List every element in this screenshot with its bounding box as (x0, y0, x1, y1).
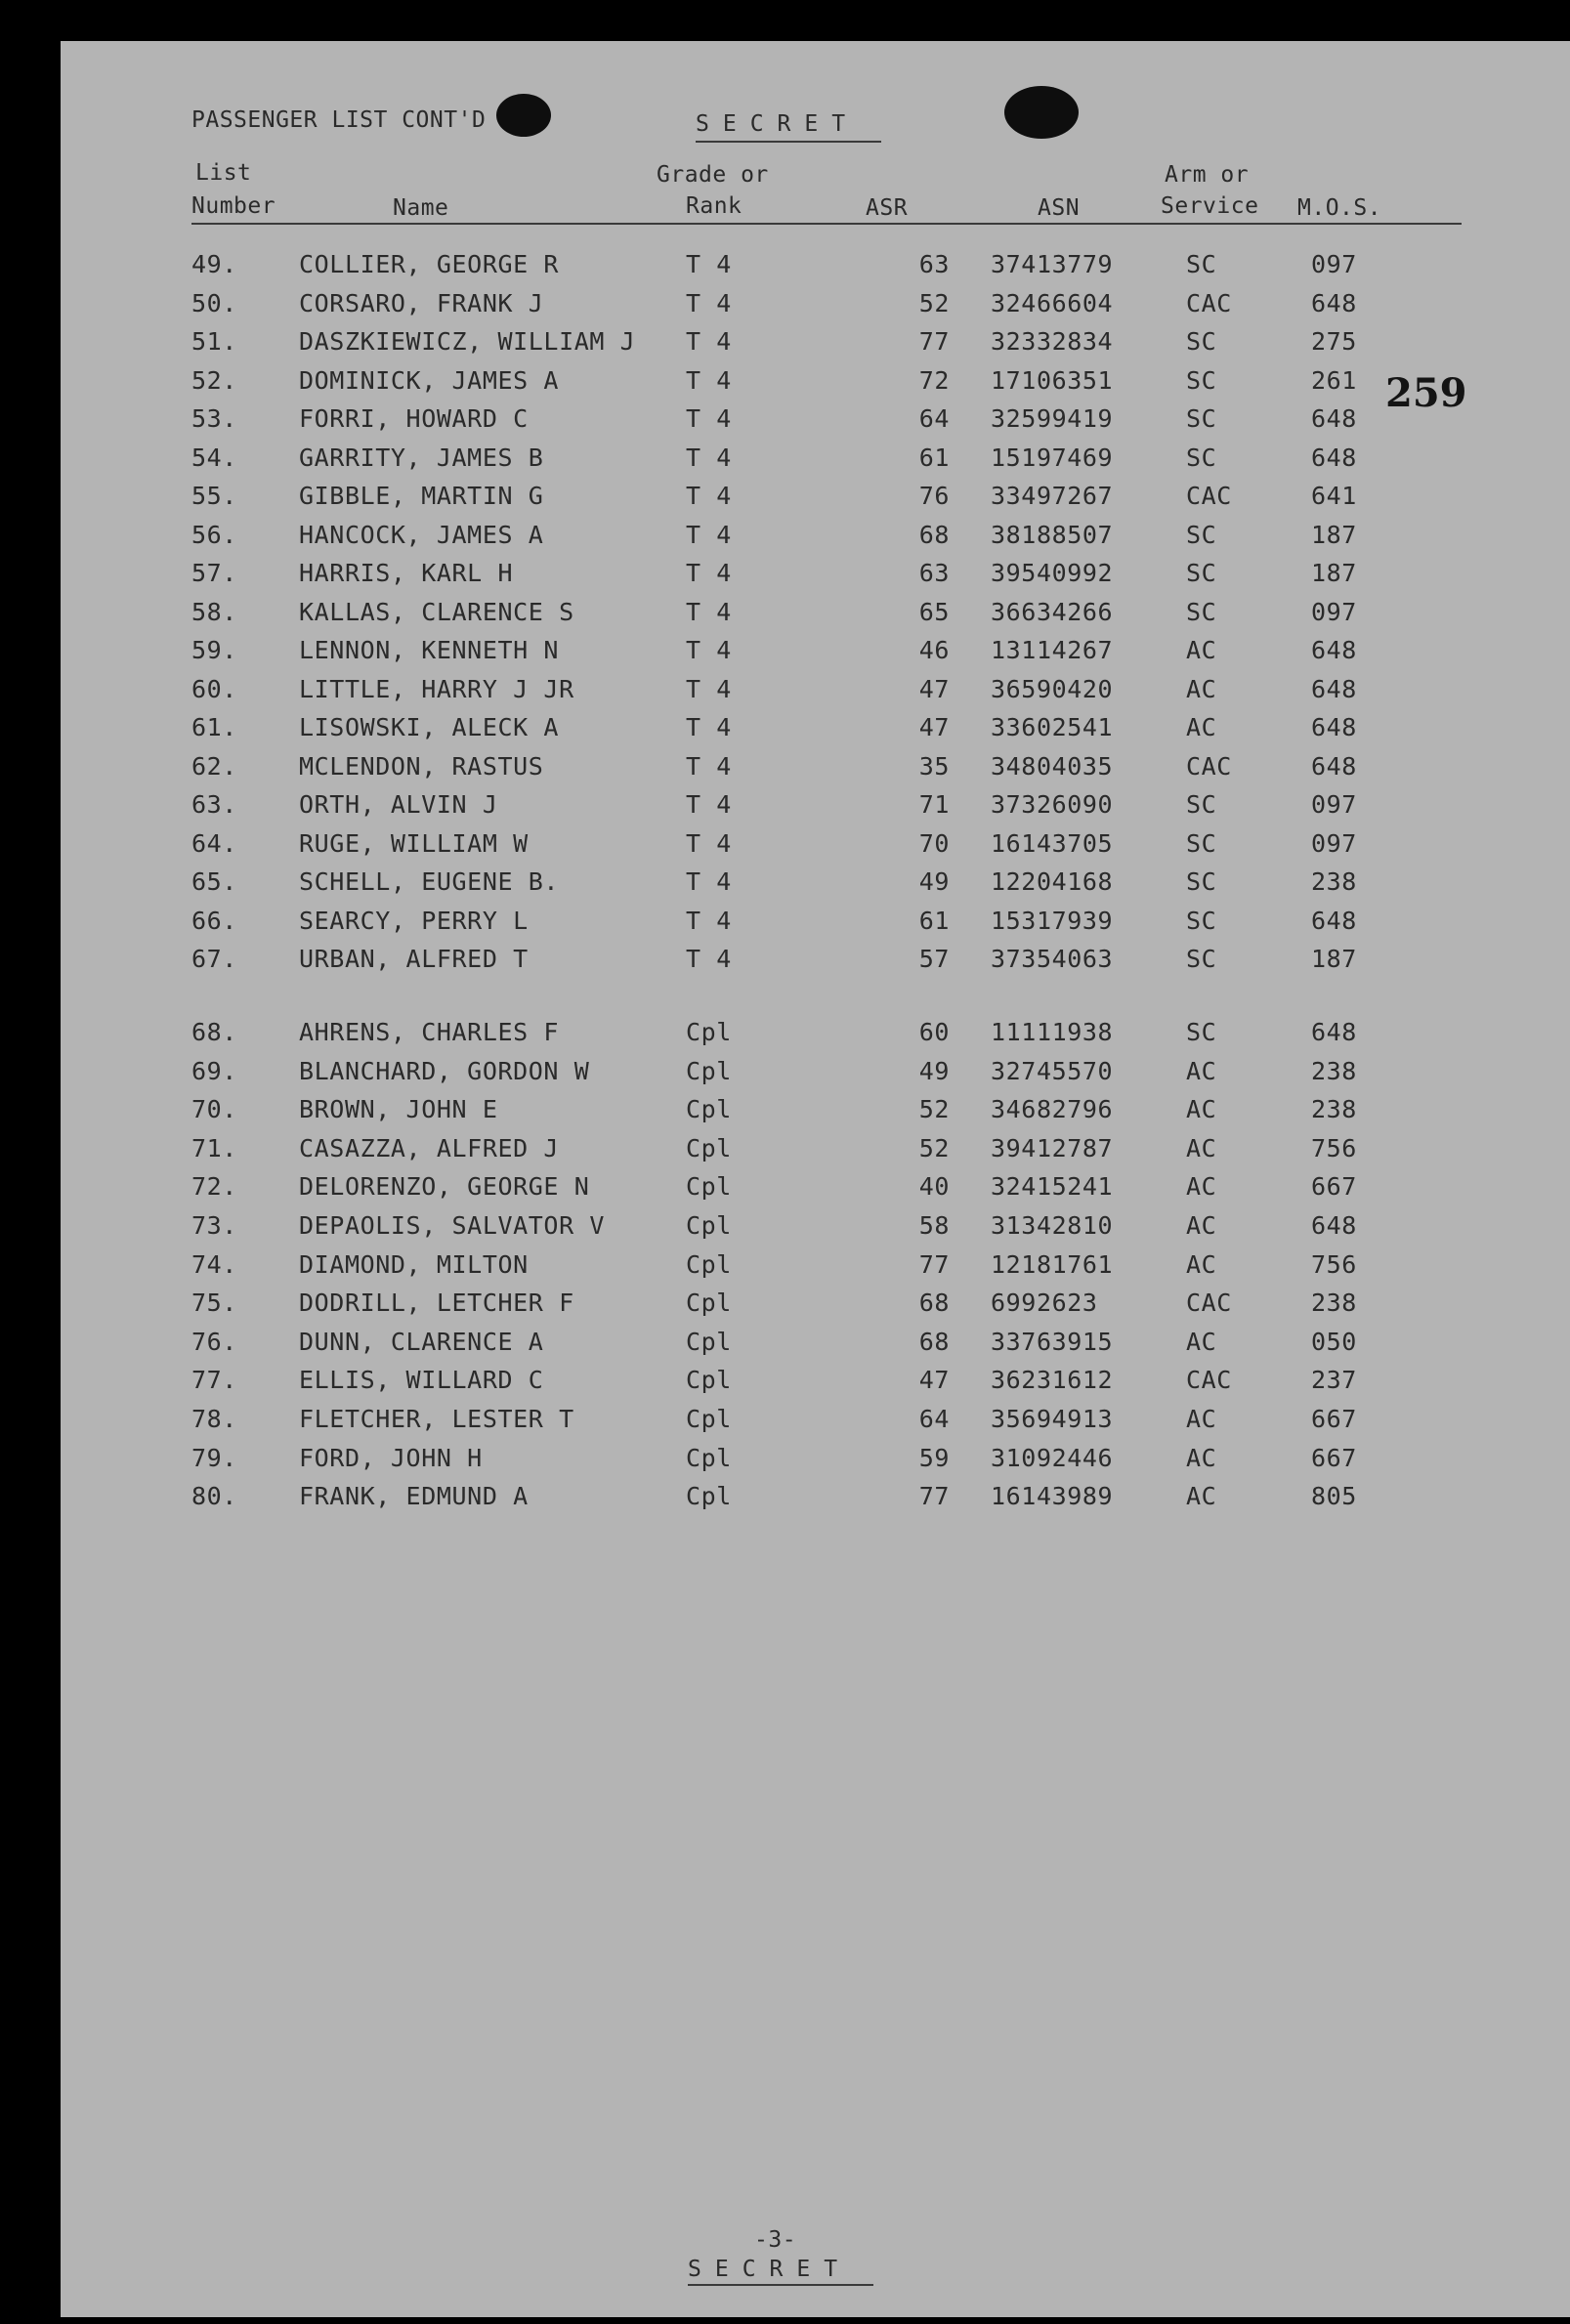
asr-score: 49 (918, 1056, 950, 1085)
arm-service: SC (1186, 404, 1217, 433)
table-row (61, 867, 1570, 907)
arm-service: SC (1186, 945, 1217, 973)
army-serial-number: 6992623 (991, 1289, 1098, 1318)
army-serial-number: 12181761 (991, 1249, 1114, 1279)
asr-score: 64 (918, 1405, 950, 1433)
army-serial-number: 37413779 (991, 250, 1114, 278)
passenger-name: DEPAOLIS, SALVATOR V (299, 1211, 606, 1240)
grade-rank: T 4 (686, 482, 732, 510)
table-row (61, 1482, 1570, 1521)
col-arm-header-bottom: Service (1161, 193, 1259, 219)
mos-code: 261 (1311, 365, 1357, 395)
mos-code: 097 (1311, 597, 1357, 626)
table-row (61, 1366, 1570, 1405)
grade-rank: Cpl (686, 1018, 732, 1046)
arm-service: SC (1186, 790, 1217, 819)
passenger-name: DODRILL, LETCHER F (299, 1289, 574, 1318)
mos-code: 648 (1311, 1211, 1357, 1240)
army-serial-number: 36634266 (991, 597, 1114, 626)
arm-service: SC (1186, 597, 1217, 626)
arm-service: CAC (1186, 751, 1232, 781)
army-serial-number: 11111938 (991, 1018, 1114, 1046)
table-row (61, 482, 1570, 521)
table-row (61, 713, 1570, 752)
list-number: 77. (191, 1366, 237, 1395)
mos-code: 648 (1311, 636, 1357, 664)
mos-code: 756 (1311, 1249, 1357, 1279)
grade-rank: T 4 (686, 713, 732, 741)
passenger-name: LENNON, KENNETH N (299, 636, 560, 664)
army-serial-number: 16143989 (991, 1482, 1114, 1511)
mos-code: 097 (1311, 250, 1357, 278)
col-name-header: Name (393, 195, 449, 221)
army-serial-number: 36231612 (991, 1366, 1114, 1395)
grade-rank: T 4 (686, 404, 732, 433)
grade-rank: Cpl (686, 1366, 732, 1395)
list-number: 56. (191, 520, 237, 549)
asr-score: 61 (918, 443, 950, 472)
army-serial-number: 32466604 (991, 288, 1114, 317)
mos-code: 641 (1311, 482, 1357, 510)
passenger-name: MCLENDON, RASTUS (299, 751, 544, 781)
grade-rank: T 4 (686, 906, 732, 935)
grade-rank: Cpl (686, 1443, 732, 1472)
army-serial-number: 17106351 (991, 365, 1114, 395)
grade-rank: T 4 (686, 288, 732, 317)
mos-code: 187 (1311, 559, 1357, 587)
table-row (61, 1057, 1570, 1096)
list-number: 65. (191, 867, 237, 896)
mos-code: 187 (1311, 520, 1357, 549)
grade-rank: Cpl (686, 1405, 732, 1433)
mos-code: 648 (1311, 288, 1357, 317)
arm-service: AC (1186, 1133, 1217, 1162)
grade-rank: T 4 (686, 828, 732, 858)
mos-code: 238 (1311, 1056, 1357, 1085)
passenger-name: ELLIS, WILLARD C (299, 1366, 544, 1395)
asr-score: 52 (918, 1133, 950, 1162)
asr-score: 58 (918, 1211, 950, 1240)
passenger-name: FRANK, EDMUND A (299, 1482, 529, 1511)
table-row (61, 521, 1570, 560)
table-row (61, 444, 1570, 483)
grade-rank: T 4 (686, 945, 732, 973)
arm-service: AC (1186, 1211, 1217, 1240)
asr-score: 77 (918, 327, 950, 356)
passenger-name: ORTH, ALVIN J (299, 790, 498, 819)
table-row (61, 289, 1570, 328)
col-grade-header-bottom: Rank (686, 193, 743, 219)
table-row (61, 1328, 1570, 1367)
col-asn-header: ASN (1038, 195, 1081, 221)
table-row (61, 945, 1570, 984)
passenger-name: DASZKIEWICZ, WILLIAM J (299, 327, 636, 356)
passenger-name: DUNN, CLARENCE A (299, 1327, 544, 1356)
asr-score: 68 (918, 520, 950, 549)
grade-rank: T 4 (686, 674, 732, 703)
arm-service: SC (1186, 906, 1217, 935)
col-number-header: Number (191, 193, 276, 219)
arm-service: SC (1186, 559, 1217, 587)
arm-service: AC (1186, 1405, 1217, 1433)
arm-service: AC (1186, 1056, 1217, 1085)
redaction-blot-left (496, 94, 551, 137)
mos-code: 648 (1311, 443, 1357, 472)
arm-service: AC (1186, 713, 1217, 741)
list-number: 54. (191, 443, 237, 472)
list-number: 58. (191, 597, 237, 626)
table-row (61, 366, 1570, 405)
mos-code: 238 (1311, 1289, 1357, 1318)
col-mos-header: M.O.S. (1297, 195, 1382, 221)
mos-code: 805 (1311, 1482, 1357, 1511)
document-page (61, 41, 1570, 2317)
asr-score: 52 (918, 288, 950, 317)
arm-service: SC (1186, 365, 1217, 395)
col-asr-header: ASR (866, 195, 909, 221)
list-number: 73. (191, 1211, 237, 1240)
passenger-name: DELORENZO, GEORGE N (299, 1172, 590, 1202)
list-number: 51. (191, 327, 237, 356)
army-serial-number: 33602541 (991, 713, 1114, 741)
passenger-name: CORSARO, FRANK J (299, 288, 544, 317)
arm-service: SC (1186, 327, 1217, 356)
asr-score: 70 (918, 828, 950, 858)
passenger-name: AHRENS, CHARLES F (299, 1018, 560, 1046)
asr-score: 63 (918, 559, 950, 587)
grade-rank: Cpl (686, 1482, 732, 1511)
asr-score: 52 (918, 1095, 950, 1124)
army-serial-number: 38188507 (991, 520, 1114, 549)
table-row (61, 1211, 1570, 1250)
passenger-name: FLETCHER, LESTER T (299, 1405, 574, 1433)
table-row (61, 1172, 1570, 1211)
table-row (61, 1405, 1570, 1444)
grade-rank: Cpl (686, 1211, 732, 1240)
grade-rank: T 4 (686, 790, 732, 819)
army-serial-number: 32415241 (991, 1172, 1114, 1202)
army-serial-number: 36590420 (991, 674, 1114, 703)
asr-score: 60 (918, 1018, 950, 1046)
army-serial-number: 33763915 (991, 1327, 1114, 1356)
asr-score: 63 (918, 250, 950, 278)
army-serial-number: 32599419 (991, 404, 1114, 433)
grade-rank: Cpl (686, 1289, 732, 1318)
table-row (61, 327, 1570, 366)
army-serial-number: 32332834 (991, 327, 1114, 356)
asr-score: 65 (918, 597, 950, 626)
mos-code: 667 (1311, 1443, 1357, 1472)
list-number: 72. (191, 1172, 237, 1202)
army-serial-number: 34804035 (991, 751, 1114, 781)
list-number: 76. (191, 1327, 237, 1356)
mos-code: 648 (1311, 751, 1357, 781)
asr-score: 46 (918, 636, 950, 664)
list-number: 57. (191, 559, 237, 587)
table-row (61, 752, 1570, 791)
passenger-name: HARRIS, KARL H (299, 559, 514, 587)
passenger-name: LISOWSKI, ALECK A (299, 713, 560, 741)
mos-code: 097 (1311, 828, 1357, 858)
table-row (61, 1289, 1570, 1328)
mos-code: 237 (1311, 1366, 1357, 1395)
passenger-name: GARRITY, JAMES B (299, 443, 544, 472)
mos-code: 756 (1311, 1133, 1357, 1162)
army-serial-number: 35694913 (991, 1405, 1114, 1433)
arm-service: AC (1186, 674, 1217, 703)
passenger-name: KALLAS, CLARENCE S (299, 597, 574, 626)
passenger-name: SCHELL, EUGENE B. (299, 867, 560, 896)
mos-code: 187 (1311, 945, 1357, 973)
list-number: 66. (191, 906, 237, 935)
mos-code: 097 (1311, 790, 1357, 819)
table-row (61, 1250, 1570, 1289)
army-serial-number: 12204168 (991, 867, 1114, 896)
passenger-name: URBAN, ALFRED T (299, 945, 529, 973)
list-number: 69. (191, 1056, 237, 1085)
passenger-name: RUGE, WILLIAM W (299, 828, 529, 858)
arm-service: CAC (1186, 482, 1232, 510)
passenger-name: SEARCY, PERRY L (299, 906, 529, 935)
grade-rank: Cpl (686, 1249, 732, 1279)
list-number: 70. (191, 1095, 237, 1124)
list-number: 80. (191, 1482, 237, 1511)
arm-service: SC (1186, 828, 1217, 858)
asr-score: 49 (918, 867, 950, 896)
army-serial-number: 39412787 (991, 1133, 1114, 1162)
mos-code: 648 (1311, 906, 1357, 935)
arm-service: AC (1186, 1172, 1217, 1202)
list-number: 50. (191, 288, 237, 317)
grade-rank: T 4 (686, 559, 732, 587)
army-serial-number: 15197469 (991, 443, 1114, 472)
list-number: 75. (191, 1289, 237, 1318)
passenger-name: HANCOCK, JAMES A (299, 520, 544, 549)
list-number: 64. (191, 828, 237, 858)
list-number: 68. (191, 1018, 237, 1046)
table-row (61, 1134, 1570, 1173)
grade-rank: T 4 (686, 250, 732, 278)
list-number: 63. (191, 790, 237, 819)
passenger-name: BROWN, JOHN E (299, 1095, 498, 1124)
table-row (61, 559, 1570, 598)
army-serial-number: 31342810 (991, 1211, 1114, 1240)
grade-rank: Cpl (686, 1327, 732, 1356)
arm-service: AC (1186, 1249, 1217, 1279)
mos-code: 667 (1311, 1405, 1357, 1433)
table-row (61, 250, 1570, 289)
col-grade-header-top: Grade or (657, 162, 769, 188)
grade-rank: T 4 (686, 636, 732, 664)
table-row (61, 907, 1570, 946)
asr-score: 72 (918, 365, 950, 395)
arm-service: AC (1186, 1482, 1217, 1511)
grade-rank: T 4 (686, 597, 732, 626)
asr-score: 68 (918, 1289, 950, 1318)
army-serial-number: 13114267 (991, 636, 1114, 664)
list-number: 78. (191, 1405, 237, 1433)
passenger-name: LITTLE, HARRY J JR (299, 674, 574, 703)
passenger-name: COLLIER, GEORGE R (299, 250, 560, 278)
page-number: -3- (754, 2227, 797, 2253)
table-row (61, 1018, 1570, 1057)
list-number: 67. (191, 945, 237, 973)
passenger-name: GIBBLE, MARTIN G (299, 482, 544, 510)
asr-score: 57 (918, 945, 950, 973)
passenger-name: FORRI, HOWARD C (299, 404, 529, 433)
grade-rank: T 4 (686, 751, 732, 781)
mos-code: 648 (1311, 713, 1357, 741)
arm-service: CAC (1186, 288, 1232, 317)
grade-rank: T 4 (686, 327, 732, 356)
arm-service: AC (1186, 636, 1217, 664)
army-serial-number: 15317939 (991, 906, 1114, 935)
arm-service: AC (1186, 1443, 1217, 1472)
list-number: 71. (191, 1133, 237, 1162)
grade-rank: T 4 (686, 443, 732, 472)
army-serial-number: 31092446 (991, 1443, 1114, 1472)
arm-service: SC (1186, 250, 1217, 278)
arm-service: SC (1186, 443, 1217, 472)
grade-rank: Cpl (686, 1172, 732, 1202)
grade-rank: Cpl (686, 1095, 732, 1124)
classification-top: SECRET (696, 111, 860, 137)
grade-rank: T 4 (686, 520, 732, 549)
table-row (61, 790, 1570, 829)
header-underline (191, 223, 1462, 225)
redaction-blot-right (1004, 86, 1079, 139)
classification-bottom-underline (688, 2284, 873, 2286)
list-number: 62. (191, 751, 237, 781)
passenger-name: FORD, JOHN H (299, 1443, 483, 1472)
arm-service: SC (1186, 520, 1217, 549)
table-row (61, 1095, 1570, 1134)
grade-rank: Cpl (686, 1133, 732, 1162)
asr-score: 77 (918, 1482, 950, 1511)
asr-score: 47 (918, 713, 950, 741)
list-number: 53. (191, 404, 237, 433)
grade-rank: T 4 (686, 365, 732, 395)
classification-bottom: SECRET (688, 2257, 852, 2282)
passenger-name: DOMINICK, JAMES A (299, 365, 560, 395)
list-title: PASSENGER LIST CONT'D (191, 107, 487, 133)
mos-code: 648 (1311, 1018, 1357, 1046)
asr-score: 68 (918, 1327, 950, 1356)
table-row (61, 829, 1570, 868)
table-row (61, 636, 1570, 675)
mos-code: 238 (1311, 1095, 1357, 1124)
asr-score: 76 (918, 482, 950, 510)
list-number: 49. (191, 250, 237, 278)
passenger-name: CASAZZA, ALFRED J (299, 1133, 560, 1162)
arm-service: SC (1186, 867, 1217, 896)
mos-code: 275 (1311, 327, 1357, 356)
grade-rank: Cpl (686, 1056, 732, 1085)
arm-service: CAC (1186, 1289, 1232, 1318)
passenger-name: DIAMOND, MILTON (299, 1249, 529, 1279)
asr-score: 77 (918, 1249, 950, 1279)
asr-score: 35 (918, 751, 950, 781)
list-number: 79. (191, 1443, 237, 1472)
army-serial-number: 39540992 (991, 559, 1114, 587)
page-stamp-number: 259 (1385, 370, 1467, 416)
list-number: 52. (191, 365, 237, 395)
army-serial-number: 16143705 (991, 828, 1114, 858)
table-row (61, 1444, 1570, 1483)
army-serial-number: 37326090 (991, 790, 1114, 819)
list-number: 59. (191, 636, 237, 664)
table-row (61, 675, 1570, 714)
army-serial-number: 34682796 (991, 1095, 1114, 1124)
army-serial-number: 37354063 (991, 945, 1114, 973)
list-number: 74. (191, 1249, 237, 1279)
mos-code: 050 (1311, 1327, 1357, 1356)
list-number: 55. (191, 482, 237, 510)
mos-code: 667 (1311, 1172, 1357, 1202)
army-serial-number: 33497267 (991, 482, 1114, 510)
asr-score: 47 (918, 1366, 950, 1395)
arm-service: AC (1186, 1327, 1217, 1356)
col-arm-header-top: Arm or (1165, 162, 1250, 188)
classification-top-underline (696, 141, 881, 143)
arm-service: SC (1186, 1018, 1217, 1046)
asr-score: 40 (918, 1172, 950, 1202)
arm-service: AC (1186, 1095, 1217, 1124)
table-row (61, 404, 1570, 444)
arm-service: CAC (1186, 1366, 1232, 1395)
asr-score: 64 (918, 404, 950, 433)
grade-rank: T 4 (686, 867, 732, 896)
mos-code: 238 (1311, 867, 1357, 896)
asr-score: 59 (918, 1443, 950, 1472)
list-number: 61. (191, 713, 237, 741)
table-row (61, 598, 1570, 637)
mos-code: 648 (1311, 674, 1357, 703)
asr-score: 47 (918, 674, 950, 703)
asr-score: 61 (918, 906, 950, 935)
passenger-name: BLANCHARD, GORDON W (299, 1056, 590, 1085)
list-number: 60. (191, 674, 237, 703)
army-serial-number: 32745570 (991, 1056, 1114, 1085)
mos-code: 648 (1311, 404, 1357, 433)
asr-score: 71 (918, 790, 950, 819)
col-list-header: List (195, 160, 252, 186)
